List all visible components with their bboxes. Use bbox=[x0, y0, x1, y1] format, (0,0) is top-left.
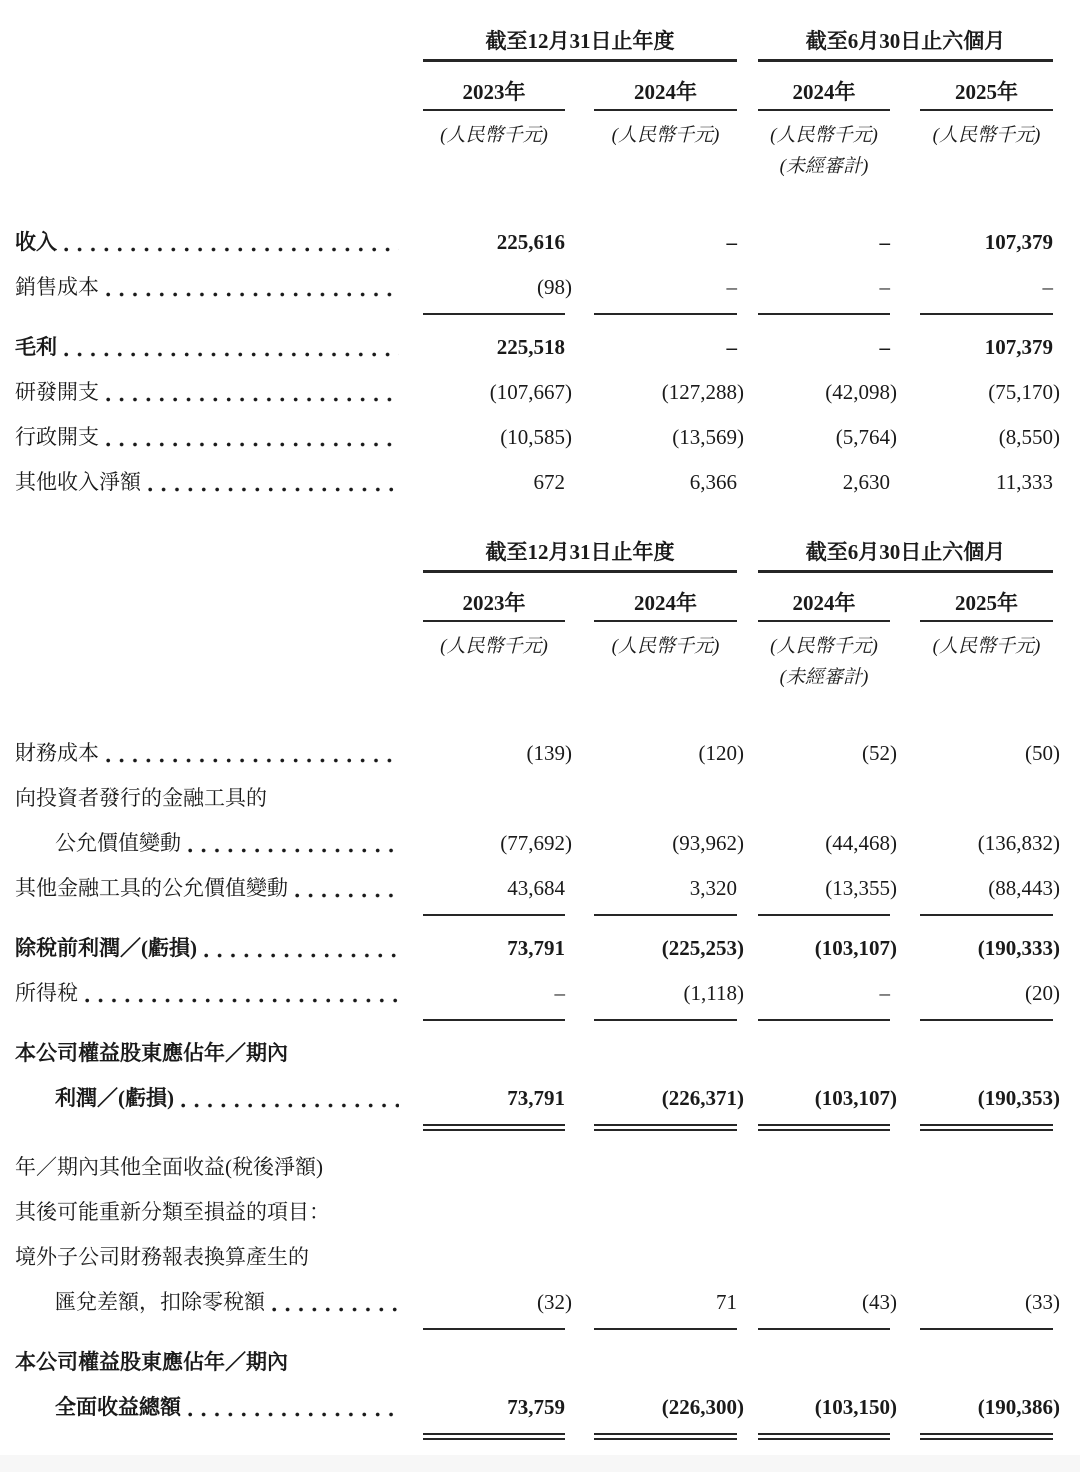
value-number: (77,692) bbox=[500, 831, 572, 855]
table-row bbox=[0, 272, 1080, 315]
dot-leader bbox=[85, 998, 399, 1003]
value-number: (190,386) bbox=[977, 1395, 1060, 1419]
value-cell bbox=[423, 933, 565, 963]
value-number: 672 bbox=[533, 470, 565, 494]
table-header-years bbox=[0, 62, 1080, 111]
column-unit-label: (人民幣千元) bbox=[932, 125, 1041, 146]
value-cell bbox=[594, 738, 744, 768]
value-number: 2,630 bbox=[842, 470, 890, 494]
dot-leader bbox=[64, 352, 399, 357]
row-label: 毛利 bbox=[15, 335, 57, 359]
row-label: 年／期內其他全面收益(稅後淨額) bbox=[15, 1155, 323, 1179]
value-number: – bbox=[879, 981, 890, 1005]
value-cell bbox=[423, 377, 572, 407]
table-header-units bbox=[0, 111, 1080, 149]
row-label-cell bbox=[0, 332, 423, 362]
value-number: (139) bbox=[526, 741, 572, 765]
value-number: 73,759 bbox=[507, 1395, 565, 1419]
value-cell bbox=[758, 227, 890, 257]
table-header-groups bbox=[0, 537, 1080, 573]
table-row bbox=[0, 422, 1080, 452]
dot-leader bbox=[106, 758, 399, 763]
value-number: 11,333 bbox=[996, 470, 1053, 494]
row-label-cell bbox=[0, 828, 423, 858]
column-year-header: 2023年 bbox=[423, 62, 565, 111]
table-row bbox=[0, 1038, 1080, 1068]
value-number: – bbox=[726, 335, 737, 359]
dot-leader bbox=[181, 1103, 399, 1108]
value-number: (20) bbox=[1025, 981, 1060, 1005]
row-label: 收入 bbox=[15, 230, 57, 254]
value-cell bbox=[920, 1083, 1060, 1126]
row-label-cell bbox=[0, 377, 423, 407]
value-cell bbox=[423, 272, 572, 315]
column-note-label bbox=[920, 660, 1053, 691]
value-number: (225,253) bbox=[661, 936, 744, 960]
value-number: (44,468) bbox=[825, 831, 897, 855]
table-row bbox=[0, 377, 1080, 407]
dot-leader bbox=[188, 1412, 399, 1417]
table-header-units bbox=[0, 622, 1080, 660]
financial-table-section-1 bbox=[0, 26, 1080, 497]
value-cell bbox=[423, 467, 565, 497]
value-cell bbox=[920, 978, 1060, 1021]
row-label: 公允價值變動 bbox=[55, 831, 181, 855]
value-cell bbox=[423, 227, 565, 257]
column-note-label: (未經審計) bbox=[779, 156, 869, 177]
value-number: (88,443) bbox=[988, 876, 1060, 900]
row-label-cell bbox=[0, 1152, 423, 1182]
period-group-header: 截至6月30日止六個月 bbox=[758, 26, 1053, 62]
table-row bbox=[0, 1242, 1080, 1272]
table-row bbox=[0, 783, 1080, 813]
value-cell bbox=[758, 933, 897, 963]
row-label-cell bbox=[0, 1242, 423, 1272]
table-row bbox=[0, 1197, 1080, 1227]
row-label-cell bbox=[0, 1392, 423, 1422]
value-number: 73,791 bbox=[507, 1086, 565, 1110]
table-row bbox=[0, 1392, 1080, 1435]
value-cell bbox=[920, 1287, 1060, 1330]
row-label: 其他收入淨額 bbox=[15, 470, 141, 494]
value-cell bbox=[920, 272, 1053, 315]
value-cell bbox=[758, 467, 890, 497]
table-row bbox=[0, 978, 1080, 1021]
value-number: 225,616 bbox=[496, 230, 565, 254]
table-row bbox=[0, 738, 1080, 768]
row-label-cell bbox=[0, 1038, 423, 1068]
value-number: – bbox=[879, 275, 890, 299]
value-number: (13,569) bbox=[672, 425, 744, 449]
row-label: 境外子公司財務報表換算產生的 bbox=[15, 1245, 309, 1269]
value-number: (33) bbox=[1025, 1290, 1060, 1314]
value-cell bbox=[594, 272, 737, 315]
value-cell bbox=[758, 272, 890, 315]
value-cell bbox=[423, 873, 565, 916]
value-cell bbox=[594, 467, 737, 497]
value-cell bbox=[594, 377, 744, 407]
column-year-header: 2023年 bbox=[423, 573, 565, 622]
dot-leader bbox=[188, 848, 399, 853]
value-number: (75,170) bbox=[988, 380, 1060, 404]
row-label: 本公司權益股東應佔年／期內 bbox=[15, 1041, 288, 1065]
row-label: 其他金融工具的公允價值變動 bbox=[15, 876, 288, 900]
value-cell bbox=[758, 1392, 897, 1435]
value-number: 107,379 bbox=[984, 230, 1053, 254]
value-number: (103,150) bbox=[814, 1395, 897, 1419]
value-number: (50) bbox=[1025, 741, 1060, 765]
dot-leader bbox=[106, 397, 399, 402]
column-year-header: 2024年 bbox=[594, 62, 737, 111]
row-label-cell bbox=[0, 1083, 423, 1113]
value-cell bbox=[758, 738, 897, 768]
column-unit-label: (人民幣千元) bbox=[611, 125, 720, 146]
value-cell bbox=[920, 332, 1053, 362]
dot-leader bbox=[64, 247, 399, 252]
table-row bbox=[0, 227, 1080, 257]
value-number: – bbox=[726, 275, 737, 299]
value-cell bbox=[758, 1083, 897, 1126]
value-cell bbox=[423, 1392, 565, 1435]
value-cell bbox=[594, 1287, 737, 1330]
value-number: 71 bbox=[716, 1290, 737, 1314]
table-row bbox=[0, 1083, 1080, 1126]
value-number: (93,962) bbox=[672, 831, 744, 855]
value-cell bbox=[594, 873, 737, 916]
row-label-cell bbox=[0, 933, 423, 963]
value-number: – bbox=[879, 335, 890, 359]
row-label-cell bbox=[0, 783, 423, 813]
value-number: (8,550) bbox=[998, 425, 1060, 449]
row-label: 全面收益總額 bbox=[55, 1395, 181, 1419]
column-year-header: 2024年 bbox=[594, 573, 737, 622]
row-label-cell bbox=[0, 227, 423, 257]
row-label-cell bbox=[0, 873, 423, 903]
value-number: (107,667) bbox=[489, 380, 572, 404]
dot-leader bbox=[295, 893, 399, 898]
column-note-label bbox=[920, 149, 1053, 180]
value-number: (32) bbox=[537, 1290, 572, 1314]
row-label-cell bbox=[0, 272, 423, 302]
value-cell bbox=[920, 227, 1053, 257]
value-cell bbox=[594, 332, 737, 362]
row-label: 向投資者發行的金融工具的 bbox=[15, 786, 267, 810]
period-group-header: 截至12月31日止年度 bbox=[423, 537, 737, 573]
row-label-cell bbox=[0, 738, 423, 768]
row-label-cell bbox=[0, 422, 423, 452]
row-label: 行政開支 bbox=[15, 425, 99, 449]
column-unit-label: (人民幣千元) bbox=[440, 125, 548, 146]
column-unit-label: (人民幣千元) bbox=[440, 636, 548, 657]
column-unit-label: (人民幣千元) bbox=[770, 636, 878, 657]
value-cell bbox=[758, 377, 897, 407]
row-label: 本公司權益股東應佔年／期內 bbox=[15, 1350, 288, 1374]
value-cell bbox=[423, 422, 572, 452]
table-row bbox=[0, 933, 1080, 963]
value-cell bbox=[423, 1287, 572, 1330]
value-number: (1,118) bbox=[683, 981, 744, 1005]
value-number: (120) bbox=[698, 741, 744, 765]
dot-leader bbox=[148, 487, 399, 492]
value-number: – bbox=[879, 230, 890, 254]
row-label-cell bbox=[0, 467, 423, 497]
table-row bbox=[0, 467, 1080, 497]
value-number: – bbox=[554, 981, 565, 1005]
table-row bbox=[0, 1347, 1080, 1377]
value-number: (43) bbox=[862, 1290, 897, 1314]
value-number: (190,333) bbox=[977, 936, 1060, 960]
value-number: (10,585) bbox=[500, 425, 572, 449]
column-unit-label: (人民幣千元) bbox=[770, 125, 878, 146]
value-cell bbox=[423, 1083, 565, 1126]
column-year-header: 2024年 bbox=[758, 62, 890, 111]
period-group-header: 截至6月30日止六個月 bbox=[758, 537, 1053, 573]
column-note-label bbox=[594, 660, 737, 691]
dot-leader bbox=[204, 953, 399, 958]
row-label: 銷售成本 bbox=[15, 275, 99, 299]
column-unit-label: (人民幣千元) bbox=[611, 636, 720, 657]
value-cell bbox=[594, 422, 744, 452]
value-cell bbox=[594, 227, 737, 257]
row-label: 所得稅 bbox=[15, 981, 78, 1005]
value-number: (190,353) bbox=[977, 1086, 1060, 1110]
column-note-label: (未經審計) bbox=[779, 667, 869, 688]
value-cell bbox=[594, 828, 744, 858]
value-cell bbox=[920, 738, 1060, 768]
value-number: (226,371) bbox=[661, 1086, 744, 1110]
table-header-notes bbox=[0, 660, 1080, 691]
value-number: 6,366 bbox=[689, 470, 737, 494]
value-number: (98) bbox=[537, 275, 572, 299]
value-number: – bbox=[1042, 275, 1053, 299]
value-cell bbox=[594, 978, 744, 1021]
dot-leader bbox=[106, 292, 399, 297]
table-row bbox=[0, 828, 1080, 858]
row-label: 除稅前利潤／(虧損) bbox=[15, 936, 197, 960]
row-label: 其後可能重新分類至損益的項目： bbox=[15, 1200, 330, 1224]
dot-leader bbox=[272, 1307, 399, 1312]
value-number: – bbox=[726, 230, 737, 254]
value-cell bbox=[594, 933, 744, 963]
value-cell bbox=[920, 933, 1060, 963]
value-cell bbox=[758, 422, 897, 452]
row-label: 匯兌差額，扣除零稅額 bbox=[55, 1290, 265, 1314]
value-cell bbox=[423, 738, 572, 768]
value-cell bbox=[920, 467, 1053, 497]
row-label: 研發開支 bbox=[15, 380, 99, 404]
value-cell bbox=[920, 422, 1060, 452]
row-label: 財務成本 bbox=[15, 741, 99, 765]
value-number: (52) bbox=[862, 741, 897, 765]
table-row bbox=[0, 873, 1080, 916]
value-cell bbox=[758, 332, 890, 362]
value-cell bbox=[423, 978, 565, 1021]
value-number: 73,791 bbox=[507, 936, 565, 960]
row-label-cell bbox=[0, 1287, 423, 1317]
value-cell bbox=[594, 1392, 744, 1435]
value-number: (136,832) bbox=[977, 831, 1060, 855]
table-row bbox=[0, 1152, 1080, 1182]
value-cell bbox=[920, 377, 1060, 407]
table-row bbox=[0, 1287, 1080, 1330]
value-number: 107,379 bbox=[984, 335, 1053, 359]
column-note-label bbox=[594, 149, 737, 180]
value-number: (5,764) bbox=[835, 425, 897, 449]
bottom-page-edge bbox=[0, 1455, 1080, 1472]
value-number: (226,300) bbox=[661, 1395, 744, 1419]
row-label: 利潤／(虧損) bbox=[55, 1086, 174, 1110]
period-group-header: 截至12月31日止年度 bbox=[423, 26, 737, 62]
column-year-header: 2024年 bbox=[758, 573, 890, 622]
value-cell bbox=[920, 828, 1060, 858]
table-header-years bbox=[0, 573, 1080, 622]
value-number: (13,355) bbox=[825, 876, 897, 900]
value-number: 3,320 bbox=[689, 876, 737, 900]
value-cell bbox=[758, 978, 890, 1021]
value-cell bbox=[758, 828, 897, 858]
table-header-groups bbox=[0, 26, 1080, 62]
value-cell bbox=[758, 873, 897, 916]
table-header-notes bbox=[0, 149, 1080, 180]
value-number: (103,107) bbox=[814, 936, 897, 960]
column-year-header: 2025年 bbox=[920, 62, 1053, 111]
column-unit-label: (人民幣千元) bbox=[932, 636, 1041, 657]
value-number: 43,684 bbox=[507, 876, 565, 900]
value-cell bbox=[920, 873, 1060, 916]
column-note-label bbox=[423, 149, 565, 180]
value-cell bbox=[423, 828, 572, 858]
value-cell bbox=[920, 1392, 1060, 1435]
value-cell bbox=[594, 1083, 744, 1126]
dot-leader bbox=[106, 442, 399, 447]
value-cell bbox=[423, 332, 565, 362]
row-label-cell bbox=[0, 1197, 423, 1227]
value-number: (127,288) bbox=[661, 380, 744, 404]
column-note-label bbox=[423, 660, 565, 691]
value-number: (42,098) bbox=[825, 380, 897, 404]
value-number: (103,107) bbox=[814, 1086, 897, 1110]
column-year-header: 2025年 bbox=[920, 573, 1053, 622]
financial-table-section-2 bbox=[0, 537, 1080, 1435]
table-row bbox=[0, 332, 1080, 362]
row-label-cell bbox=[0, 1347, 423, 1377]
value-cell bbox=[758, 1287, 897, 1330]
row-label-cell bbox=[0, 978, 423, 1008]
value-number: 225,518 bbox=[496, 335, 565, 359]
